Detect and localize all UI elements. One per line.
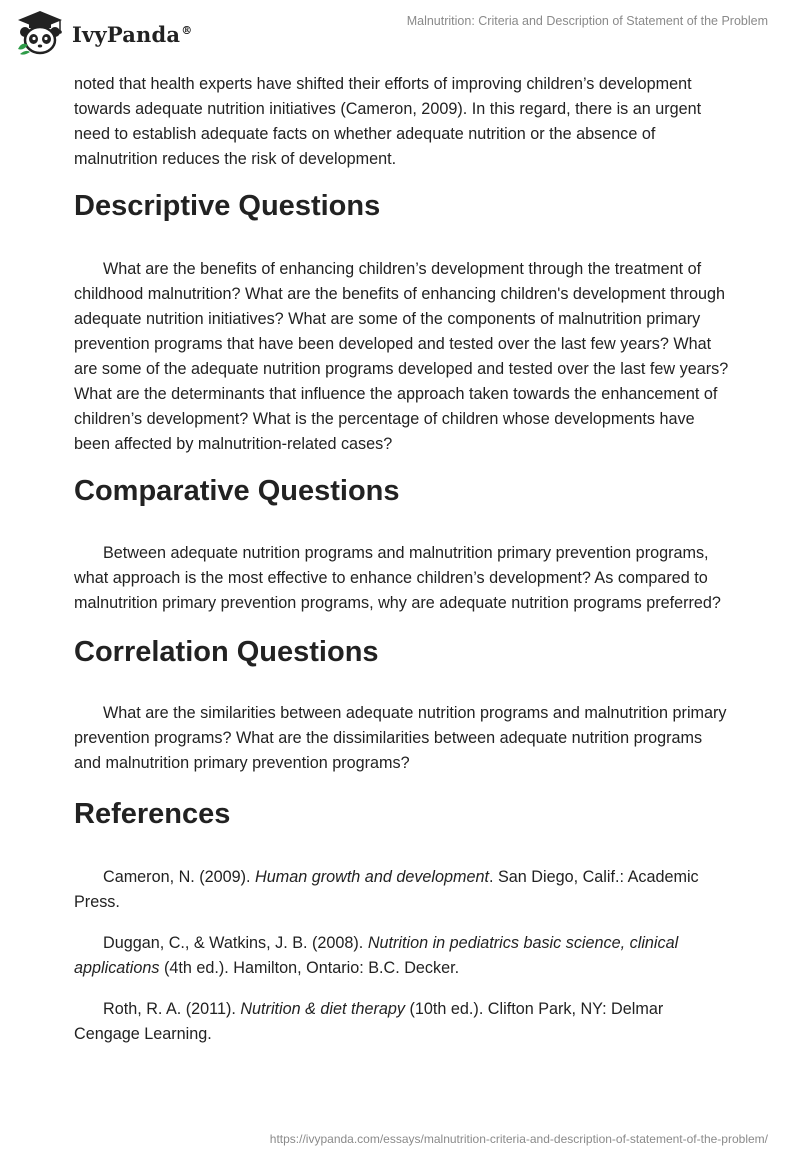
logo-wordmark: IvyPanda® xyxy=(72,21,193,47)
page-header xyxy=(0,0,800,60)
document-title: Malnutrition: Criteria and Description of Statement of the Problem xyxy=(406,14,768,28)
source-url-link[interactable]: https://ivypanda.com/essays/malnutrition-criteria-and-description-of-statement-of-the-problem/ xyxy=(269,1132,768,1146)
reference-item: Cameron, N. (2009). Human growth and development. San Diego, Calif.: Academic Press. xyxy=(74,868,699,911)
reference-title: Human growth and development xyxy=(255,868,490,886)
reference-item: Roth, R. A. (2011). Nutrition & diet therapy (10th ed.). Clifton Park, NY: Delmar Cengage Learning. xyxy=(74,1000,664,1043)
panda-graduate-icon xyxy=(14,9,66,55)
intro-paragraph: noted that health experts have shifted their efforts of improving children’s development towards adequate nutrition initiatives (Cameron, 2009). In this regard, there is an urgent need to establish adequate facts on whether adequate nutrition or the absence of malnutrition reduces the risk of development. xyxy=(74,75,702,168)
reference-item: Duggan, C., & Watkins, J. B. (2008). Nutrition in pediatrics basic science, clinical applications (4th ed.). Hamilton, Ontario: B.C. Decker. xyxy=(74,934,679,977)
descriptive-questions-heading: Descriptive Questions xyxy=(74,190,381,222)
essay-body xyxy=(74,72,730,1063)
reference-title: Nutrition & diet therapy xyxy=(240,1000,406,1018)
comparative-questions-heading: Comparative Questions xyxy=(74,475,400,507)
reference-title: Nutrition in pediatrics basic science, clinical applications xyxy=(74,934,679,977)
descriptive-questions-paragraph: What are the benefits of enhancing children’s development through the treatment of childhood malnutrition? What are the benefits of enhancing children's development through adequate nutrition initiatives? What are some of the components of malnutrition primary prevention programs that have been developed and tested over the last few years? What are some of the adequate nutrition programs developed and tested over the last few years? What are the determinants that influence the approach taken towards the enhancement of children’s development? What is the percentage of children whose developments have been affected by malnutrition-related cases? xyxy=(74,260,729,453)
correlation-questions-paragraph: What are the similarities between adequate nutrition programs and malnutrition primary prevention programs? What are the dissimilarities between adequate nutrition programs and malnutrition primary prevention programs? xyxy=(74,704,727,772)
ivypanda-logo[interactable] xyxy=(14,9,192,55)
correlation-questions-heading: Correlation Questions xyxy=(74,636,379,668)
references-heading: References xyxy=(74,798,231,830)
comparative-questions-paragraph: Between adequate nutrition programs and malnutrition primary prevention programs, what approach is the most effective to enhance children’s development? As compared to malnutrition primary prevention programs, why are adequate nutrition programs preferred? xyxy=(74,544,721,612)
